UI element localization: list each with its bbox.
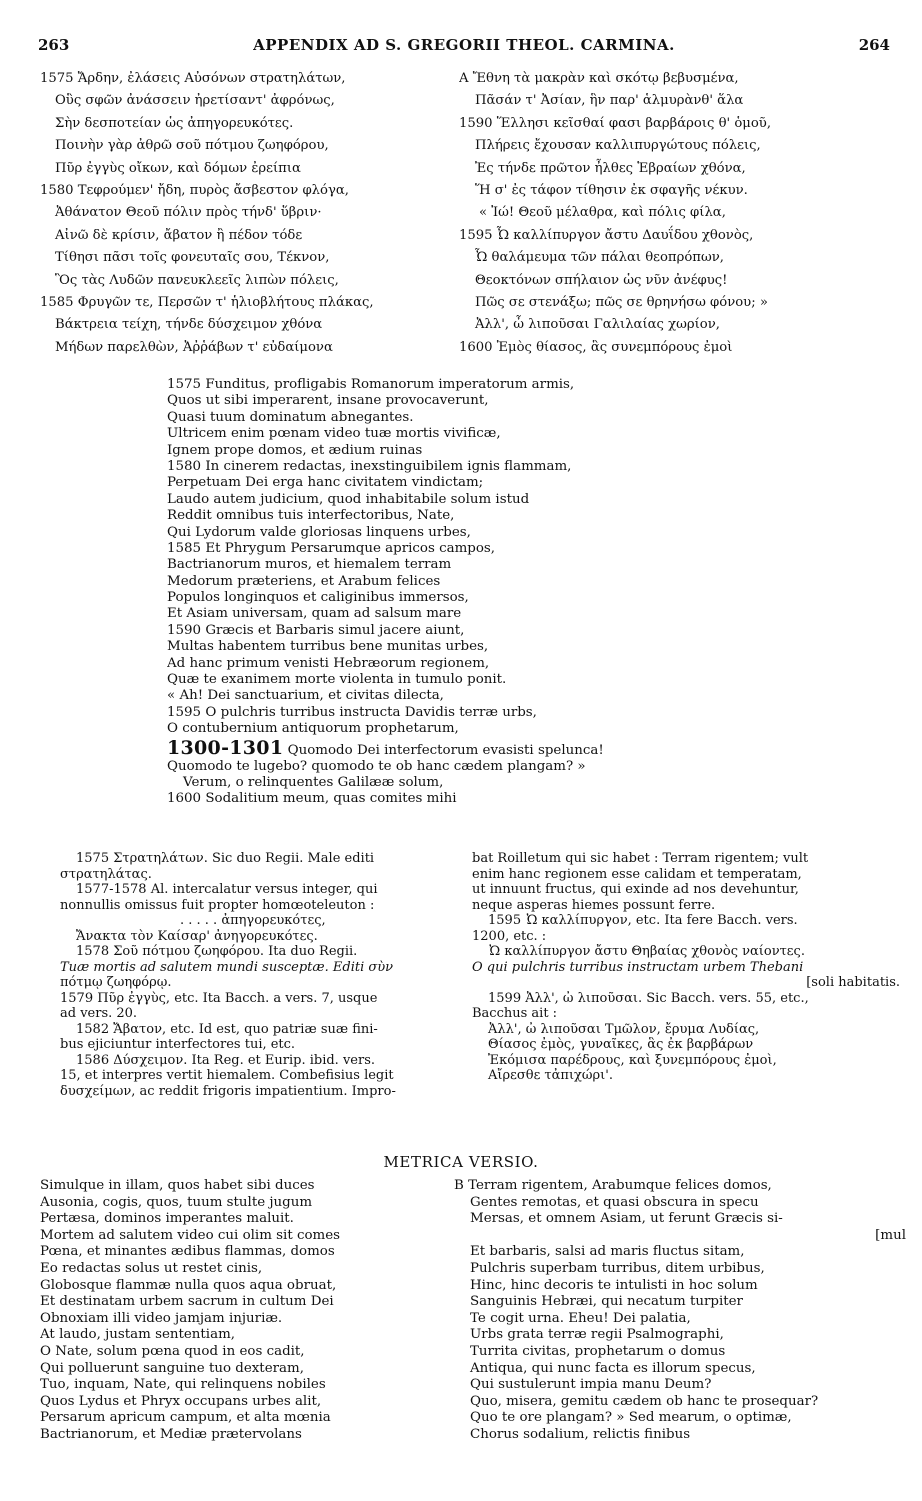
greek-verse-line: 1575 Ἄρδην, ἐλάσεις Αὐσόνων στρατηλάτων, [40,71,346,86]
note-line: 1582 Ἄβατον, etc. Id est, quo patriæ suæ fini- [76,1021,378,1037]
latin-verse-line [167,738,727,759]
note-line: 1579 Πῦρ ἐγγὺς, etc. Ita Bacch. a vers. 7, usque [60,990,378,1006]
greek-verse-line: Σὴν δεσποτείαν ὡς ἀπηγορευκότες. [55,115,294,131]
latin-verse-line: Populos longinquos et caliginibus immersos, [167,590,469,606]
greek-verse-line: Ἀλλ', ὦ λιποῦσαι Γαλιλαίας χωρίον, [475,317,720,333]
latin-verse-line: Verum, o relinquentes Galilææ solum, [183,774,444,790]
metrica-verse-line: Et destinatam urbem sacrum in cultum Dei [40,1294,334,1310]
latin-verse-line: Multas habentem turribus bene munitas urbes, [167,639,489,655]
greek-verse-line: Αἰνῶ δὲ κρίσιν, ἄβατον ἢ πέδον τόδε [55,227,303,243]
running-title: APPENDIX AD S. GREGORII THEOL. CARMINA. [253,36,675,54]
metrica-verse-line: Turrita civitas, prophetarum o domus [470,1343,726,1359]
note-line: 15, et interpres vertit hiemalem. Combefisius legit [60,1068,394,1083]
greek-verse-line: 1580 Τεφρούμεν' ἤδη, πυρὸς ἄσβεστον φλόγα, [40,182,349,198]
metrica-verse-line: B Terram rigentem, Arabumque felices domos, [454,1178,772,1193]
note-line: 1599 Ἀλλ', ὦ λιποῦσαι. Sic Bacch. vers. 55, etc., [488,990,809,1006]
metrica-verse-line: Chorus sodalium, relictis finibus [470,1426,691,1442]
latin-verse-text: Quomodo Dei interfectorum evasisti spelunca! [287,742,604,758]
latin-verse-line: Bactrianorum muros, et hiemalem terram [167,557,452,573]
greek-verse-line: A Ἔθνη τὰ μακρὰν καὶ σκότῳ βεβυσμένα, [459,71,739,86]
latin-verse-line: Medorum præteriens, et Arabum felices [167,573,441,589]
note-line: O qui pulchris turribus instructam urbem Thebani [472,959,804,975]
greek-verse-line: Πλήρεις ἔχουσαν καλλιπυργώτους πόλεις, [475,138,761,154]
page-number-left: 263 [38,36,70,54]
metrica-versio-left-column [40,1178,440,1444]
greek-text-left-column [40,68,460,359]
note-line: 1200, etc. : [472,928,547,944]
metrica-verse-line: Et barbaris, salsi ad maris fluctus sitam, [470,1244,745,1260]
latin-verse-line: Qui Lydorum valde gloriosas linquens urbes, [167,524,471,540]
metrica-verse-line: Ausonia, cogis, quos, tuum stulte jugum [40,1194,313,1210]
metrica-verse-line: Bactrianorum, et Mediæ prætervolans [40,1426,302,1442]
latin-verse-line: Quomodo te lugebo? quomodo te ob hanc cædem plangam? » [167,758,586,774]
note-line: 1586 Δύσχειμον. Ita Reg. et Eurip. ibid. vers. [76,1052,375,1068]
note-line: Ὦ καλλίπυργον ἄστυ Θηβαίας χθονὸς ναίοντες. [488,944,805,959]
metrica-verse-line: O Nate, solum pœna quod in eos cadit, [40,1343,305,1359]
metrica-verse-line: Mortem ad salutem video cui olim sit comes [40,1227,341,1243]
note-line: bat Roilletum qui sic habet : Terram rigentem; vult [472,851,809,866]
metrica-verse-line: Quos Lydus et Phryx occupans urbes alit, [40,1393,322,1409]
note-line: 1575 Στρατηλάτων. Sic duo Regii. Male editi [76,851,375,866]
note-line: 1595 Ὦ καλλίπυργον, etc. Ita fere Bacch. vers. [488,913,798,928]
metrica-verse-line: Mersas, et omnem Asiam, ut ferunt Græcis si- [470,1211,783,1227]
note-line: Ἐκόμισα παρέδρους, καὶ ξυνεμπόρους ἐμοὶ, [488,1052,777,1068]
note-line: nonnullis omissus fuit propter homœoteleuton : [60,897,375,913]
greek-verse-line: Τίθησι πᾶσι τοῖς φονευταῖς σου, Τέκνον, [55,250,330,266]
greek-verse-line: Ποινὴν γὰρ ἀθρῶ σοῦ πότμου ζωηφόρου, [55,138,329,154]
latin-verse-line: Laudo autem judicium, quod inhabitabile solum istud [167,491,530,507]
metrica-verse-line: Qui sustulerunt impia manu Deum? [470,1377,712,1393]
note-line: 1577-1578 Al. intercalatur versus integer, qui [76,882,378,897]
metrica-verse-line: Urbs grata terræ regii Psalmographi, [470,1327,724,1343]
latin-verse-line: Ultricem enim pœnam video tuæ mortis vivificæ, [167,426,501,442]
greek-verse-line: Ἥ σ' ἐς τάφον τίθησιν ἐκ σφαγῆς νέκυν. [475,182,748,198]
column-marker: 1300-1301 [167,737,284,759]
metrica-verse-line: Globosque flammæ nulla quos aqua obruat, [40,1277,337,1293]
note-line: ut innuunt fructus, qui exinde ad nos devehuntur, [472,882,799,897]
note-line: neque asperas hiemes possunt ferre. [472,897,716,913]
note-line: 1578 Σοῦ πότμου ζωηφόρου. Ita duo Regii. [76,944,358,959]
page-number-right: 264 [858,36,890,54]
metrica-verse-line: Obnoxiam illi video jamjam injuriæ. [40,1310,283,1326]
note-line: [soli habitatis. [806,975,900,990]
latin-verse-line: 1590 Græcis et Barbaris simul jacere aiunt, [167,622,465,638]
latin-verse-line: Perpetuam Dei erga hanc civitatem vindictam; [167,475,484,491]
latin-verse-line: Reddit omnibus tuis interfectoribus, Nate, [167,508,455,524]
greek-text-right-column [459,68,899,359]
greek-verse-line: Πῶς σε στενάξω; πῶς σε θρηνήσω φόνου; » [475,294,768,310]
metrica-verse-line: Quo, misera, gemitu cædem ob hanc te prosequar? [470,1393,819,1409]
latin-verse-line: Et Asiam universam, quam ad salsum mare [167,606,462,622]
metrica-versio-right-column [454,1178,906,1444]
latin-verse-line: « Ah! Dei sanctuarium, et civitas dilecta, [167,688,444,704]
greek-verse-line: 1600 Ἐμὸς θίασος, ἃς συνεμπόρους ἐμοὶ [459,339,733,355]
latin-verse-line: O contubernium antiquorum prophetarum, [167,721,459,737]
note-line: enim hanc regionem esse calidam et temperatam, [472,866,802,882]
metrica-verse-line: Quo te ore plangam? » Sed mearum, o optimæ, [470,1410,792,1426]
latin-verse-line: 1575 Funditus, profligabis Romanorum imperatorum armis, [167,377,575,392]
note-line: Bacchus ait : [472,1006,558,1021]
greek-verse-line: 1585 Φρυγῶν τε, Περσῶν τ' ἡλιοβλήτους πλάκας, [40,294,374,310]
latin-verse-line: 1585 Et Phrygum Persarumque apricos campos, [167,540,496,556]
note-line: πότμῳ ζωηφόρῳ. [60,975,172,990]
notes-right-column [472,851,900,1084]
metrica-verse-line: Pulchris superbam turribus, ditem urbibus, [470,1260,765,1276]
greek-verse-line: Ἐς τήνδε πρῶτον ἦλθες Ἑβραίων χθόνα, [475,160,746,176]
metrica-verse-line: Antiqua, qui nunc facta es illorum specus, [470,1360,756,1376]
greek-verse-line: « Ἰώ! Θεοῦ μέλαθρα, καὶ πόλις φίλα, [479,205,726,221]
note-line: Ἀλλ', ὦ λιποῦσαι Τμῶλον, ἔρυμα Λυδίας, [488,1021,760,1037]
metrica-versio-heading: METRICA VERSIO. [383,1153,539,1171]
page-header [38,36,890,56]
latin-translation [167,377,727,808]
greek-verse-line: Ὃς τὰς Λυδῶν πανευκλεεῖς λιπὼν πόλεις, [55,272,339,288]
greek-verse-line: Θεοκτόνων σπήλαιον ὡς νῦν ἀνέφυς! [475,272,728,288]
metrica-verse-line: Simulque in illam, quos habet sibi duces [40,1178,315,1193]
metrica-verse-line: Gentes remotas, et quasi obscura in specu [470,1194,759,1210]
metrica-verse-line: Sanguinis Hebræi, qui necatum turpiter [470,1294,743,1310]
greek-verse-line: 1595 Ὦ καλλίπυργον ἄστυ Δαυΐδου χθονὸς, [459,227,754,243]
metrica-verse-line: Persarum apricum campum, et alta mœnia [40,1410,331,1426]
metrica-verse-line: Hinc, hinc decoris te intulisti in hoc solum [470,1277,758,1293]
greek-verse-line: 1590 Ἕλλησι κεῖσθαί φασι βαρβάροις θ' ὁμοῦ, [459,115,772,131]
latin-verse-line: Ignem prope domos, et ædium ruinas [167,442,423,458]
greek-verse-line: Πᾶσάν τ' Ἀσίαν, ἣν παρ' ἁλμυρὰνθ' ἅλα [475,93,744,109]
latin-verse-line: 1600 Sodalitium meum, quas comites mihi [167,791,457,807]
greek-verse-line: Πῦρ ἐγγὺς οἴκων, καὶ δόμων ἐρείπια [55,160,301,176]
note-line: bus ejiciuntur interfectores tui, etc. [60,1037,296,1052]
note-line: στρατηλάτας. [60,866,152,882]
note-line: δυσχείμων, ac reddit frigoris impatientium. Impro- [60,1083,396,1099]
note-line: ad vers. 20. [60,1006,138,1021]
latin-verse-line: Quæ te exanimem morte violenta in tumulo ponit. [167,672,507,688]
latin-verse-line: 1580 In cinerem redactas, inexstinguibilem ignis flammam, [167,458,572,474]
metrica-verse-line: Pertæsa, dominos imperantes maluit. [40,1211,294,1227]
greek-verse-line: Ὦ θαλάμευμα τῶν πάλαι θεοπρόπων, [475,250,724,266]
greek-verse-line: Μήδων παρελθὼν, Ἀῤῥάβων τ' εὐδαίμονα [55,339,333,355]
latin-verse-line: Quos ut sibi imperarent, insane provocaverunt, [167,393,489,409]
latin-verse-line: Ad hanc primum venisti Hebræorum regionem, [167,655,490,671]
note-line: Tuæ mortis ad salutem mundi susceptæ. Editi σὺν [60,959,394,975]
note-line: Θίασος ἐμὸς, γυναῖκες, ἃς ἐκ βαρβάρων [488,1037,754,1052]
metrica-verse-line: Pœna, et minantes ædibus flammas, domos [40,1244,335,1260]
note-line: Ἄνακτα τὸν Καίσαρ' ἀνηγορευκότες. [76,928,318,944]
metrica-verse-line: [mul [875,1227,906,1243]
metrica-verse-line: Eo redactas solus ut restet cinis, [40,1260,263,1276]
notes-left-column [60,851,460,1099]
metrica-verse-line: Tuo, inquam, Nate, qui relinquens nobiles [40,1377,326,1393]
note-line: Αἴρεσθε τἀπιχώρι'. [488,1068,613,1083]
latin-verse-line: 1595 O pulchris turribus instructa Davidis terræ urbs, [167,704,537,720]
metrica-verse-line: At laudo, justam sententiam, [40,1327,236,1343]
metrica-verse-line: Te cogit urna. Eheu! Dei palatia, [470,1310,691,1326]
greek-verse-line: Ἀθάνατον Θεοῦ πόλιν πρὸς τήνδ' ὕβριν· [55,205,322,221]
metrica-verse-line: Qui polluerunt sanguine tuo dexteram, [40,1360,304,1376]
greek-verse-line: Βάκτρεια τείχη, τήνδε δύσχειμον χθόνα [55,317,323,333]
latin-verse-line: Quasi tuum dominatum abnegantes. [167,409,414,425]
note-line: . . . . . ἀπηγορευκότες, [180,913,326,928]
greek-verse-line: Οὓς σφῶν ἀνάσσειν ἠρετίσαντ' ἀφρόνως, [55,93,335,109]
